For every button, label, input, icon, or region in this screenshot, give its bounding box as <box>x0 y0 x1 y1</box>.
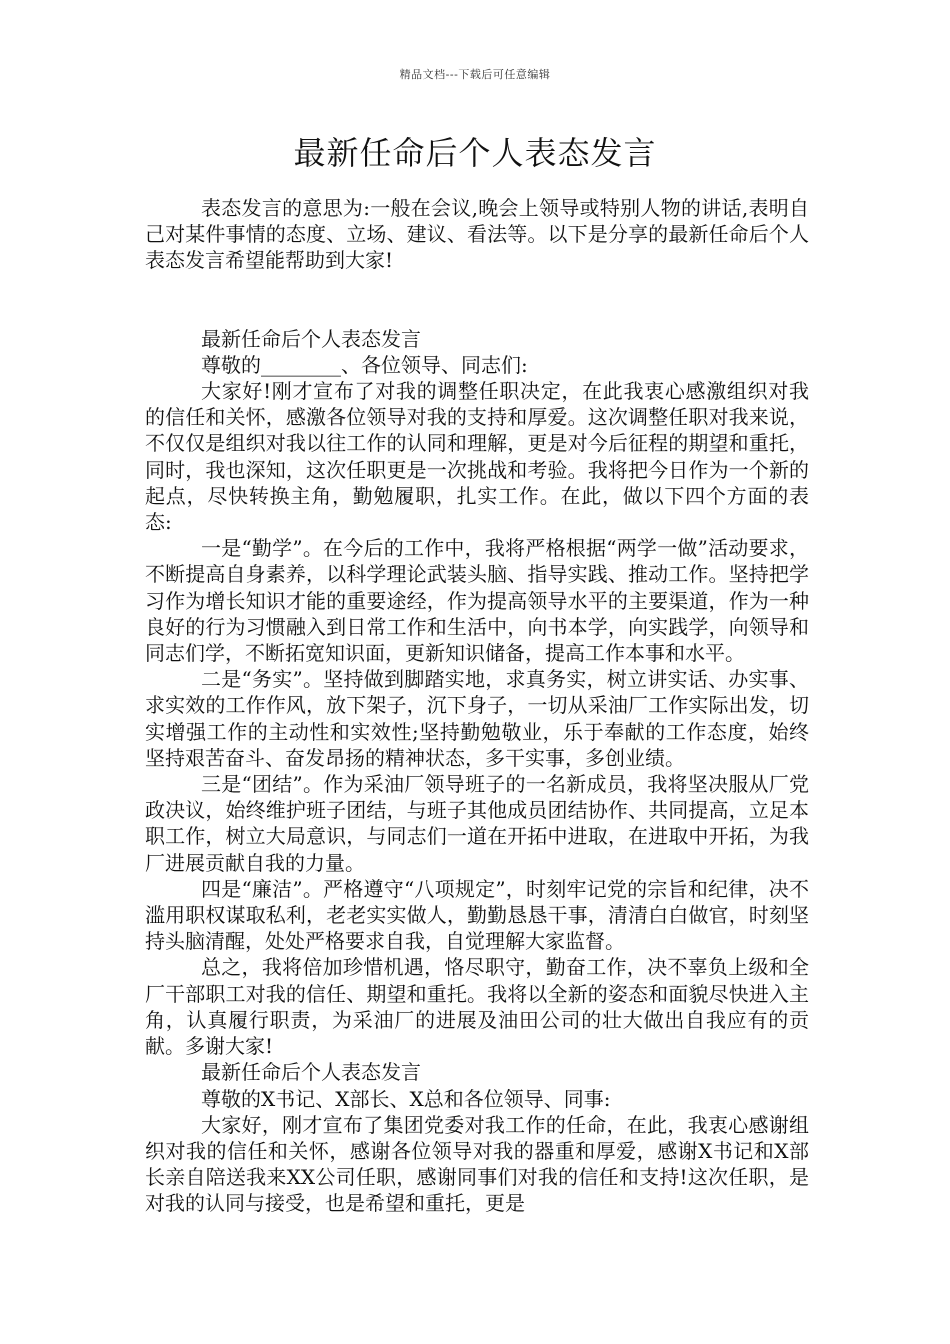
speech1-paragraph: 一是“勤学”。在今后的工作中，我将严格根据“两学一做”活动要求，不断提高自身素养，以科学理论武装头脑、指导实践、推动工作。坚持把学习作为增长知识才能的重要途经，作为提高领导水平的主要渠道，作为一种良好的行为习惯融入到日常工作和生活中，向书本学，向实践学，向领导和同志们学，不断拓宽知识面，更新知识储备，提高工作本事和水平。 <box>145 536 809 666</box>
speech2-salutation: 尊敬的X书记、X部长、X总和各位领导、同事: <box>201 1086 611 1111</box>
paragraph-gap <box>145 274 809 326</box>
speech1-heading: 最新任命后个人表态发言 <box>201 326 421 351</box>
intro-paragraph: 表态发言的意思为:一般在会议,晚会上领导或特别人物的讲话,表明自己对某件事情的态度、立场、建议、看法等。以下是分享的最新任命后个人表态发言希望能帮助到大家! <box>145 196 809 273</box>
header-note: 精品文档---下载后可任意编辑 <box>399 68 551 81</box>
speech2-paragraph: 大家好，刚才宣布了集团党委对我工作的任命，在此，我衷心感谢组织对我的信任和关怀，感谢各位领导对我的器重和厚爱，感谢X书记和X部长亲自陪送我来XX公司任职，感谢同事们对我的信任和支持!这次任职，是对我的认同与接受，也是希望和重托，更是 <box>145 1112 809 1216</box>
speech1-paragraph: 总之，我将倍加珍惜机遇，恪尽职守，勤奋工作，决不辜负上级和全厂干部职工对我的信任、期望和重托。我将以全新的姿态和面貌尽快进入主角，认真履行职责，为采油厂的进展及油田公司的壮大做出自我应有的贡献。多谢大家! <box>145 955 809 1059</box>
speech1-paragraph: 三是“团结”。作为采油厂领导班子的一名新成员，我将坚决服从厂党政决议，始终维护班子团结，与班子其他成员团结协作、共同提高，立足本职工作，树立大局意识，与同志们一道在开拓中进取，在进取中开拓，为我厂进展贡献自我的力量。 <box>145 772 809 875</box>
speech2-heading: 最新任命后个人表态发言 <box>201 1060 421 1085</box>
speech1-paragraph: 二是“务实”。坚持做到脚踏实地，求真务实，树立讲实话、办实事、求实效的工作作风，放下架子，沉下身子，一切从采油厂工作实际出发，切实增强工作的主动性和实效性;坚持勤勉敬业，乐于奉献的工作态度，始终坚持艰苦奋斗、奋发昂扬的精神状态，多干实事，多创业绩。 <box>145 667 809 770</box>
speech1-salutation: 尊敬的________、各位领导、同志们: <box>201 352 528 377</box>
speech1-paragraph: 四是“廉洁”。严格遵守“八项规定”，时刻牢记党的宗旨和纪律，决不滥用职权谋取私利，老老实实做人，勤勤恳恳干事，清清白白做官，时刻坚持头脑清醒，处处严格要求自我，自觉理解大家监督。 <box>145 876 809 954</box>
speech1-paragraph: 大家好!刚才宣布了对我的调整任职决定，在此我衷心感激组织对我的信任和关怀，感激各位领导对我的支持和厚爱。这次调整任职对我来说，不仅仅是组织对我以往工作的认同和理解，更是对今后征程的期望和重托，同时，我也深知，这次任职更是一次挑战和考验。我将把今日作为一个新的起点，尽快转换主角，勤勉履职，扎实工作。在此，做以下四个方面的表态: <box>145 379 809 535</box>
document-body <box>145 195 809 1217</box>
page-title: 最新任命后个人表态发言 <box>293 134 657 172</box>
